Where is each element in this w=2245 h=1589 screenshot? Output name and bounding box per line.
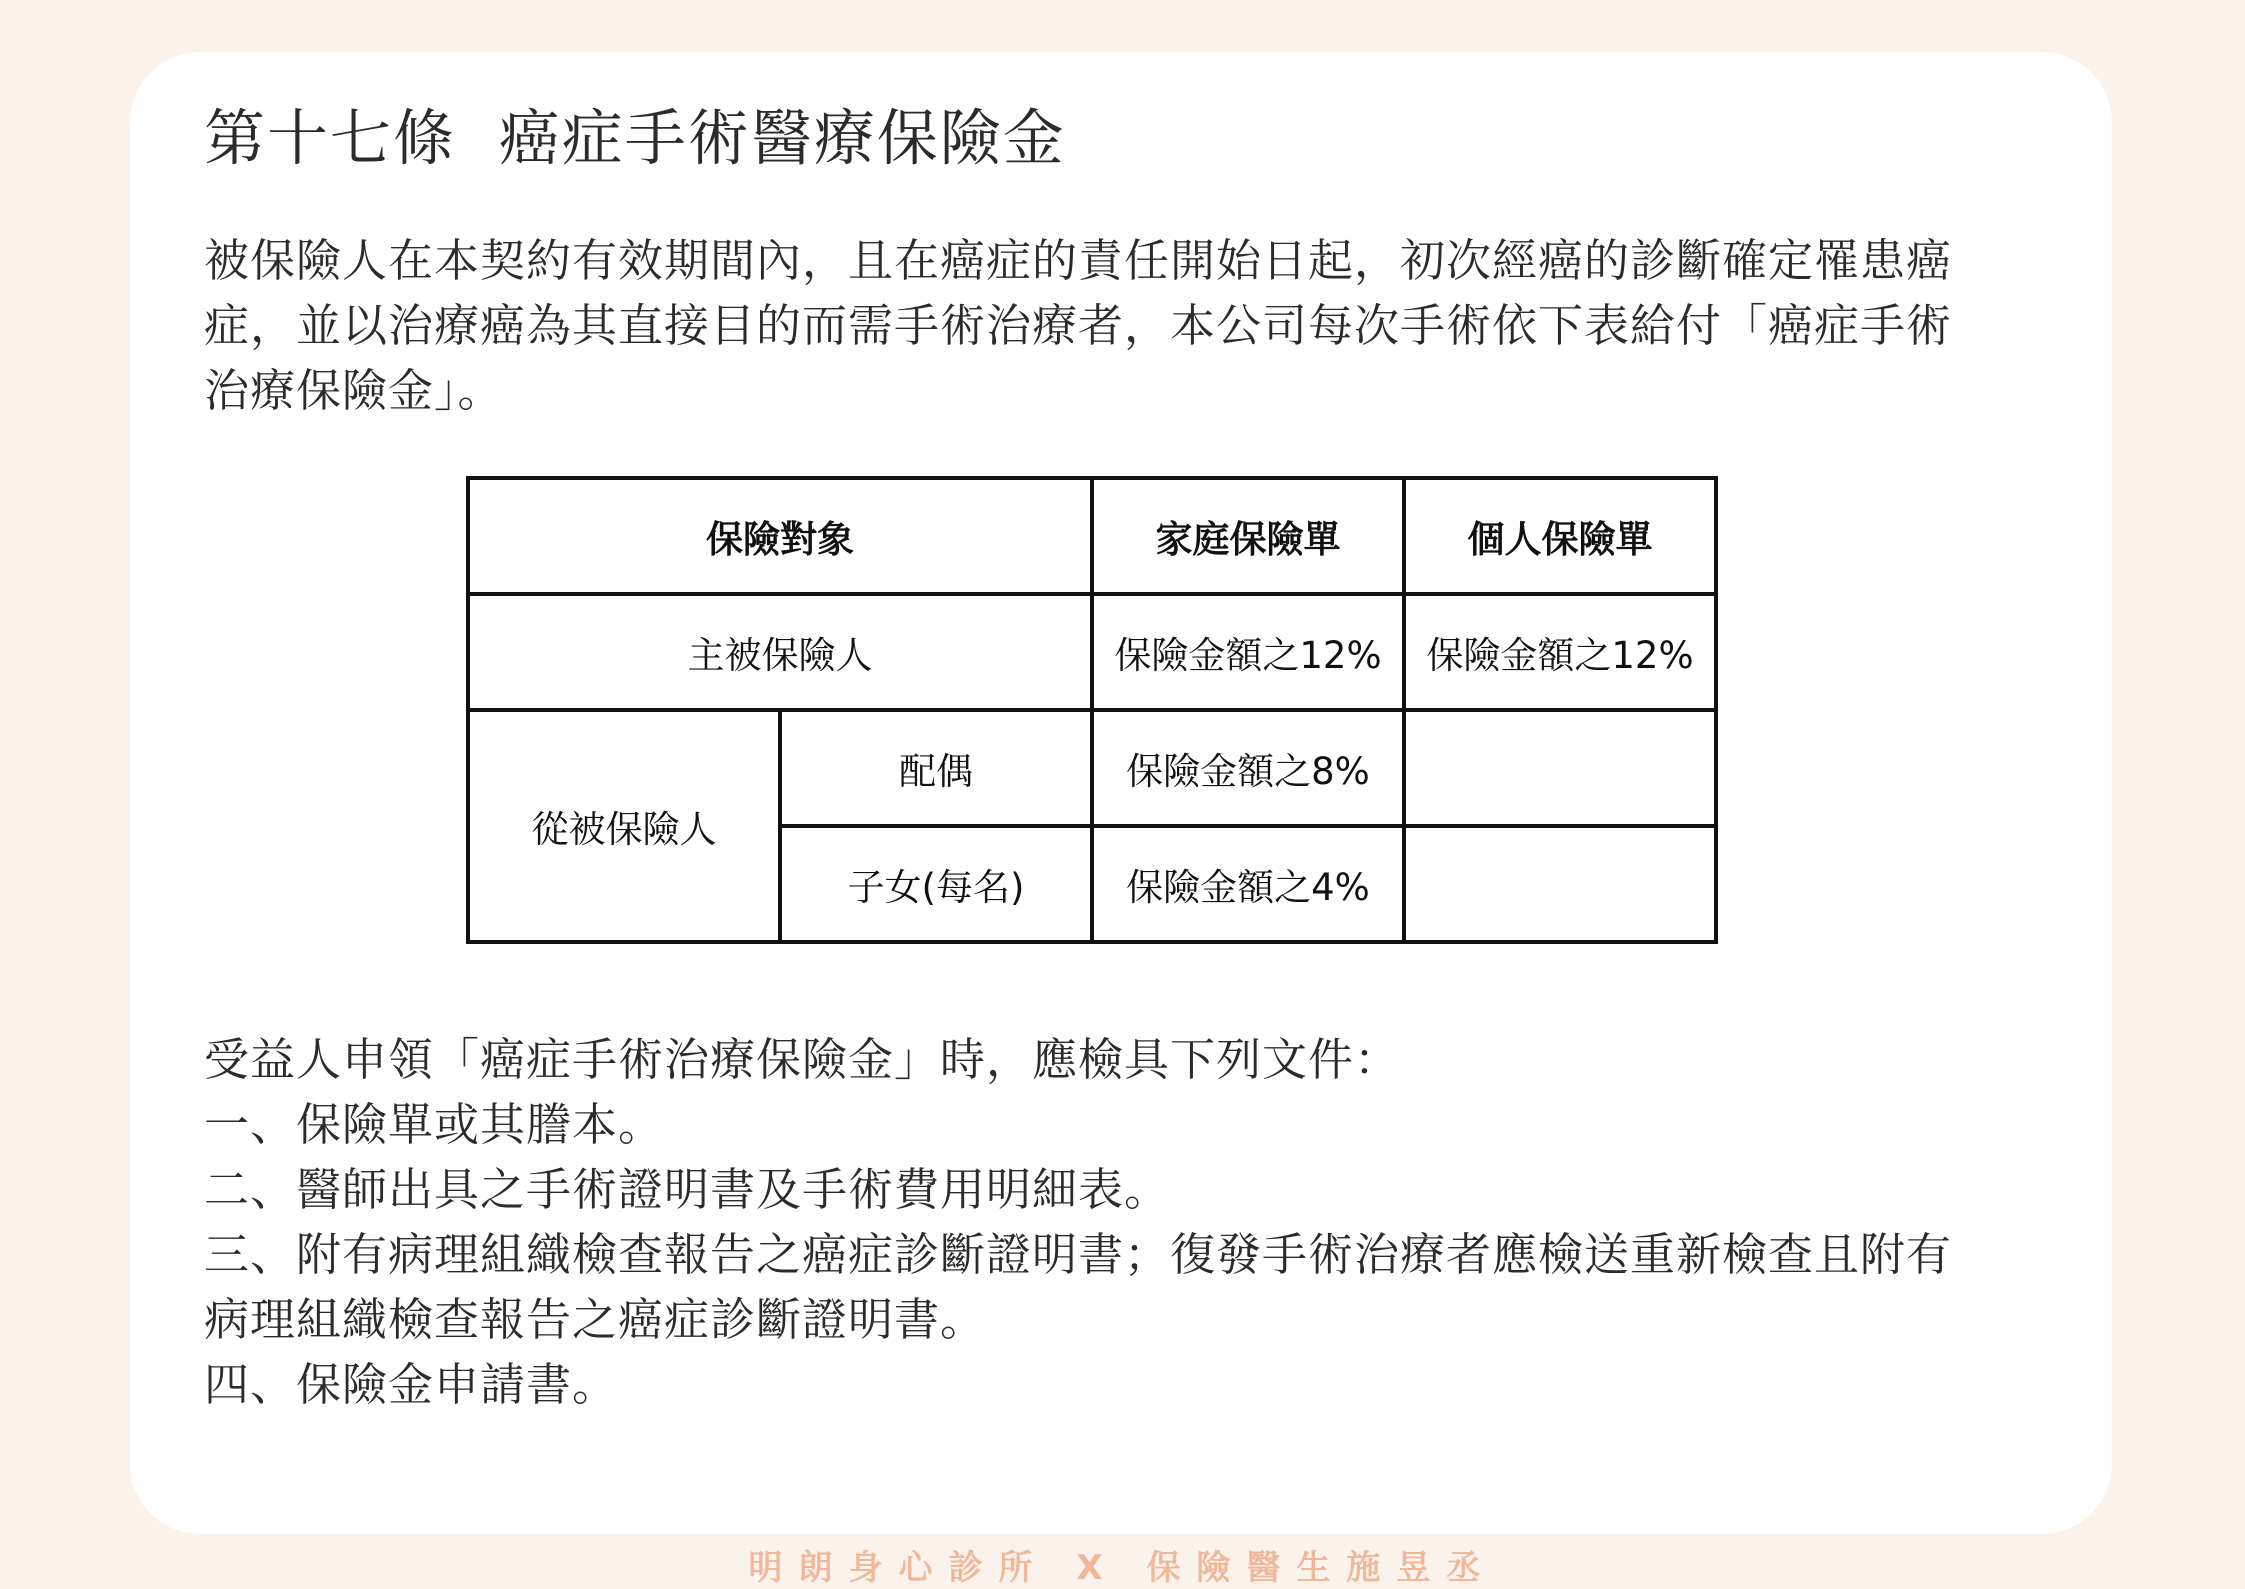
- table-row-spouse: [468, 710, 1716, 826]
- header-family-policy: 家庭保險單: [1092, 478, 1404, 594]
- document-item: 三、附有病理組織檢查報告之癌症診斷證明書；復發手術治療者應檢送重新檢查且附有病理組織檢查報告之癌症診斷證明書。: [204, 1228, 1953, 1346]
- document-card: [130, 52, 2112, 1534]
- cell-spouse-family: 保險金額之8%: [1092, 710, 1404, 826]
- cell-child-label: 子女(每名): [780, 826, 1092, 942]
- documents-lead: 受益人申領「癌症手術治療保險金」時，應檢具下列文件：: [204, 1033, 1401, 1086]
- footer-credit: 明朗身心診所 X 保險醫生施昱丞: [748, 1548, 1497, 1588]
- cell-dependent-label: 從被保險人: [468, 710, 780, 942]
- table-header-row: [468, 478, 1716, 594]
- cell-main-insured-label: 主被保險人: [468, 594, 1092, 710]
- document-item: 四、保險金申請書。: [204, 1358, 619, 1411]
- document-item: 一、保險單或其謄本。: [204, 1098, 665, 1151]
- cell-main-insured-family: 保險金額之12%: [1092, 594, 1404, 710]
- document-item: 二、醫師出具之手術證明書及手術費用明細表。: [204, 1163, 1171, 1216]
- benefit-table: [466, 476, 1718, 944]
- header-individual-policy: 個人保險單: [1404, 478, 1716, 594]
- cell-main-insured-individual: 保險金額之12%: [1404, 594, 1716, 710]
- required-documents: [204, 1027, 1994, 1417]
- header-insured-party: 保險對象: [468, 478, 1092, 594]
- table-row-main-insured: [468, 594, 1716, 710]
- cell-child-family: 保險金額之4%: [1092, 826, 1404, 942]
- cell-spouse-individual: [1404, 710, 1716, 826]
- article-intro: 被保險人在本契約有效期間內，且在癌症的責任開始日起，初次經癌的診斷確定罹患癌症，並以治療癌為其直接目的而需手術治療者，本公司每次手術依下表給付「癌症手術治療保險金」。: [204, 234, 1953, 417]
- cell-child-individual: [1404, 826, 1716, 942]
- cell-spouse-label: 配偶: [780, 710, 1092, 826]
- article-title: 第十七條 癌症手術醫療保險金: [204, 103, 1066, 174]
